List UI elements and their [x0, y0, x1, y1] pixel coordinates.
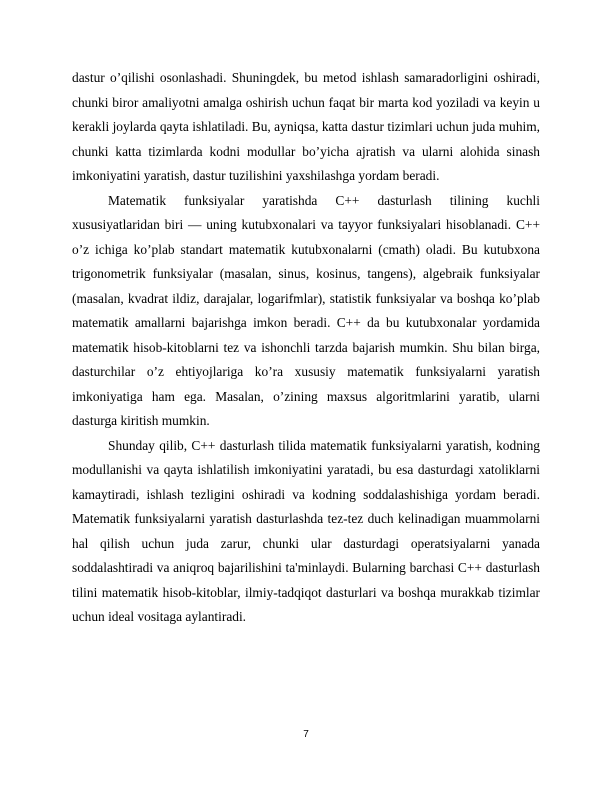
paragraph-conclusion: Shunday qilib, C++ dasturlash tilida matematik funksiyalarni yaratish, kodning modullanishi va qayta ishlatilish imkoniyatini yaratadi, bu esa dasturdagi xatoliklarni kamaytiradi, ishlash tezligini oshiradi va kodning soddalashishiga yordam beradi. Matematik funksiyalarni yaratish dasturlashda tez-tez duch kelinadigan muammolarni hal qilish uchun juda zarur, chunki ular dasturdagi operatsiyalarni yanada soddalashtiradi va aniqroq bajarilishini ta'minlaydi. Bularning barchasi C++ dasturlash tilini matematik hisob-kitoblar, ilmiy-tadqiqot dasturlari va boshqa murakkab tizimlar uchun ideal vositaga aylantiradi. [72, 437, 540, 624]
page-number: 7 [303, 729, 309, 740]
paragraph-continuation: dastur o’qilishi osonlashadi. Shuningdek, bu metod ishlash samaradorligini oshiradi, chunki biror amaliyotni amalga oshirish uchun faqat bir marta kod yoziladi va keyin u kerakli joylarda qayta ishlatiladi. Bu, ayniqsa, katta dastur tizimlari uchun juda muhim, chunki katta tizimlarda kodni modullar bo’yicha ajratish va ularni alohida sinash imkoniyatini yaratish, dastur tuzilishini yaxshilashga yordam beradi. [72, 70, 540, 183]
paragraph-math-libraries: Matematik funksiyalar yaratishda C++ dasturlash tilining kuchli xususiyatlaridan biri — uning kutubxonalari va tayyor funksiyalari hisoblanadi. C++ o’z ichiga ko’plab standart matematik kutubxonalarni (cmath) oladi. Bu kutubxona trigonometrik funksiyalar (masalan, sinus, kosinus, tangens), algebraik funksiyalar (masalan, kvadrat ildiz, darajalar, logarifmlar), statistik funksiyalar va boshqa ko’plab matematik amallarni bajarishga imkon beradi. C++ da bu kutubxonalar yordamida matematik hisob-kitoblarni tez va ishonchli tarzda bajarish mumkin. Shu bilan birga, dasturchilar o’z ehtiyojlariga ko’ra xususiy matematik funksiyalarni yaratish imkoniyatiga ham ega. Masalan, o’zining maxsus algoritmlarini yaratib, ularni dasturga kiritish mumkin. [72, 192, 540, 428]
body-text [72, 66, 540, 630]
